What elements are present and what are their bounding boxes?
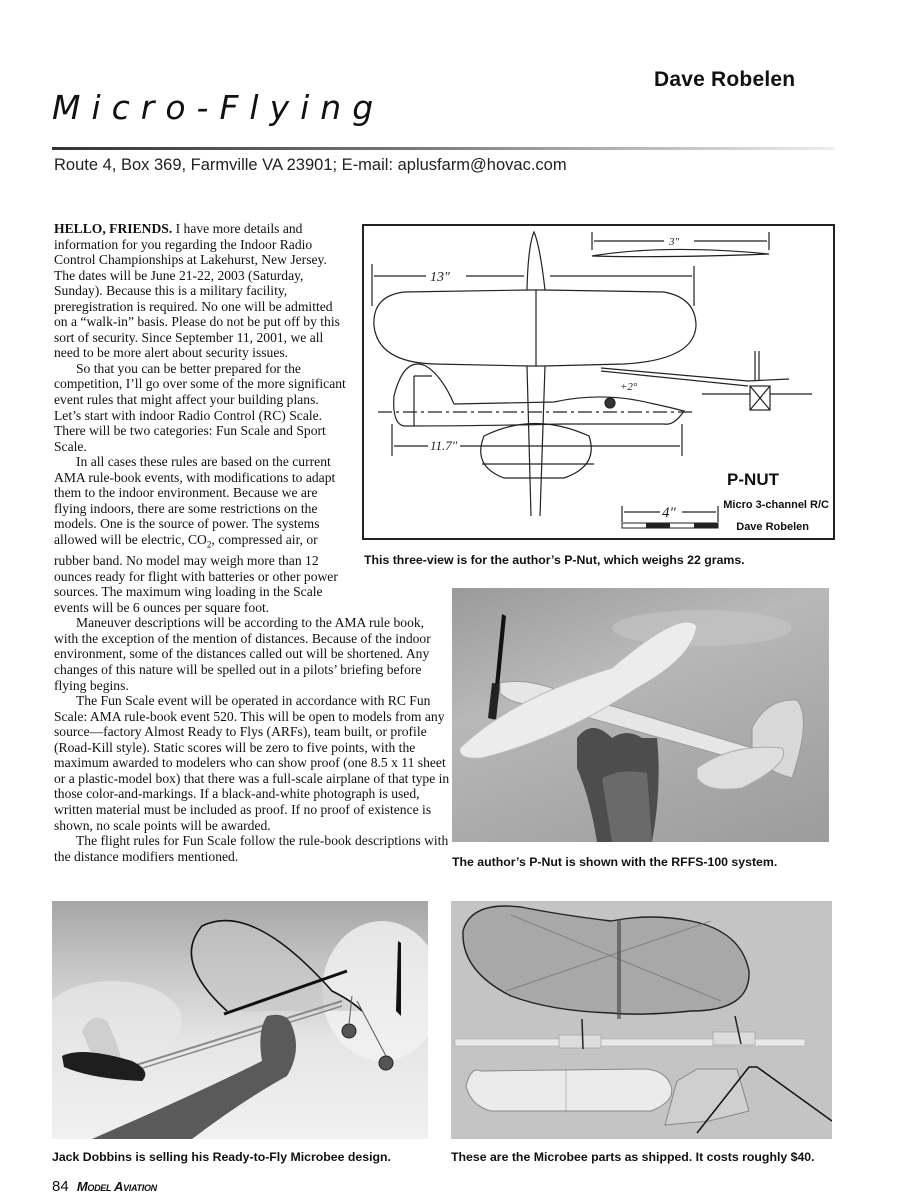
magazine-name: Model Aviation <box>76 1179 157 1194</box>
dimension-incidence: +2° <box>620 381 638 393</box>
article-paragraph: The flight rules for Fun Scale follow the rule-book descriptions with the distance modifiers mentioned. <box>54 833 449 864</box>
page-footer <box>52 1178 157 1195</box>
author-address: Route 4, Box 369, Farmville VA 23901; E-mail: aplusfarm@hovac.com <box>54 156 567 174</box>
article-paragraph: The Fun Scale event will be operated in accordance with RC Fun Scale: AMA rule-book event 520. This will be open to models from any source—factory Almost Ready to Flys (ARFs), team built, or profile (Road-Kill style). Static scores will be zero to five points, with the maximum awarded to modelers who can show proof (one 8.5 x 11 sheet or a plastic-model box) that there was a full-scale airplane of that type in those color-and-markings. If a black-and-white photograph is used, written material must be included as proof. If no proof of existence is shown, no scale points will be awarded. <box>54 693 450 833</box>
page-number: 84 <box>52 1178 69 1195</box>
dimension-chord: 3" <box>669 236 680 248</box>
pnut-photo-caption: The author’s P-Nut is shown with the RFFS-100 system. <box>452 855 778 869</box>
title-divider <box>52 147 834 150</box>
lead-in: HELLO, FRIENDS. <box>54 221 173 236</box>
microbee-flying-photo <box>52 901 428 1139</box>
drawing-subtitle: Micro 3-channel R/C <box>723 499 829 511</box>
article-paragraph: In all cases these rules are based on the current AMA rule-book events, with modifications to adapt them to the indoor environment. Because we are flying indoors, there are some restrictions on the models. One is the source of power. The systems allowed will be electric, $CO_2$, compressed air, or rubber band. No model may weigh more than 12 ounces ready for flight with batteries or other power sources. The maximum wing loading in the Scale events will be 6 ounces per square foot. <box>54 454 338 615</box>
column-title: Micro-Flying <box>52 88 385 127</box>
microbee-parts-photo <box>451 901 832 1139</box>
article-paragraph: So that you can be better prepared for the competition, I’ll go over some of the more significant event rules that might affect your building plans. Let’s start with indoor Radio Control (RC) Scale. There will be two categories: Fun Scale and Sport Scale. <box>54 360 346 454</box>
dimension-span: 13" <box>430 270 450 285</box>
airplane-photo-icon <box>452 588 829 842</box>
article-paragraph: HELLO, FRIENDS. I have more details and information for you regarding the Indoor Radio Control Championships at Lakehurst, New Jersey. The dates will be June 21-22, 2003 (Saturday, Sunday). Because this is a military facility, preregistration is required. No one will be admitted on a “walk-in” basis. Please do not be put off by this sort of security. Since September 11, 2001, we all need to be more alert about security issues. <box>54 221 340 361</box>
three-view-caption: This three-view is for the author’s P-Nut, which weighs 22 grams. <box>364 553 745 567</box>
three-view-drawing <box>362 224 835 540</box>
scale-bar-label: 4" <box>662 505 676 521</box>
drawing-designer: Dave Robelen <box>736 521 809 533</box>
microbee-flying-caption: Jack Dobbins is selling his Ready-to-Fly Microbee design. <box>52 1150 391 1164</box>
airplane-plan-icon <box>364 226 833 538</box>
author-name: Dave Robelen <box>654 68 796 91</box>
dimension-length: 11.7" <box>430 438 458 453</box>
pnut-photo <box>452 588 829 842</box>
kit-parts-icon <box>451 901 832 1139</box>
microbee-parts-caption: These are the Microbee parts as shipped. It costs roughly $40. <box>451 1150 815 1164</box>
article-paragraph: Maneuver descriptions will be according to the AMA rule book, with the exception of the mention of distances. Because of the indoor environment, some of the distances called out will be shortened. Any changes of this nature will be spelled out in a pilots’ briefing before flying begins. <box>54 615 431 693</box>
airplane-photo-icon <box>52 901 428 1139</box>
drawing-title: P-NUT <box>727 470 779 489</box>
